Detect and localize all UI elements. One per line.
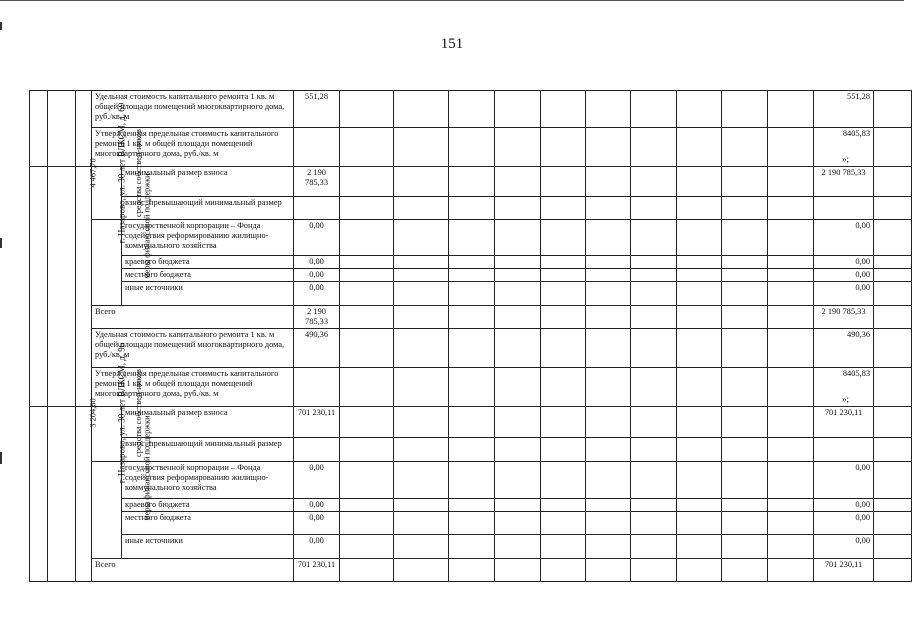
row-label: краевого бюджета [122,499,294,512]
total-cell: 0,00 [814,256,874,269]
support-label: меры финансовой поддержки [142,415,152,521]
value-cell: 0,00 [294,535,340,559]
scan-edge-top [0,0,904,1]
table-row [30,462,912,499]
row-label: местного бюджета [122,512,294,535]
area-text: 4 467,70 [88,158,98,188]
value-cell: 0,00 [294,499,340,512]
row-label: взнос, превышающий минимальный размер [122,438,294,462]
table-row [30,559,912,582]
support-label: меры финансовой поддержки [142,173,152,279]
table-row [30,128,912,167]
table-row [30,197,912,220]
row-label: местного бюджета [122,269,294,282]
value-cell: 490,36 [294,329,340,368]
value-cell: 701 230,11 [294,407,340,438]
value-cell: 2 190 785,33 [294,167,340,197]
value-cell: 0,00 [294,462,340,499]
row-label: минимальный размер взноса [122,407,294,438]
table-row [30,329,912,368]
owner-funds-label: средства собствен-ников [134,129,143,217]
value-cell: 2 190 785,33 [294,306,340,329]
area-text: 3 204,60 [88,398,98,428]
value-cell: 0,00 [294,220,340,256]
table-row [30,269,912,282]
table-row [30,256,912,269]
table-row [30,282,912,306]
value-cell: 551,28 [294,91,340,128]
total-cell: 2 190 785,33 [814,167,874,197]
value-cell: 0,00 [294,256,340,269]
scan-mark [0,22,2,30]
table-row [30,368,912,407]
total-cell: 490,36 [814,329,874,368]
scan-mark [0,238,2,248]
cell [30,407,48,582]
table-row [30,220,912,256]
value-cell: 0,00 [294,269,340,282]
table-row [30,438,912,462]
total-cell: 0,00 [814,220,874,256]
table-row [30,407,912,438]
row-label: иные источники [122,282,294,306]
address-text: г. Назарово, ул. 30 лет ВЛКСМ, д. 96 [116,342,127,484]
value-cell: 0,00 [294,512,340,535]
area-cell [76,398,98,582]
row-label: государственной корпорации – Фонда содействия реформированию жилищно-коммунального хозяйства [122,220,294,256]
cell [48,91,76,167]
value-cell: 701 230,11 [294,559,340,582]
closing-quote-mark: »; [842,394,850,404]
row-label: краевого бюджета [122,256,294,269]
row-label: Всего [92,559,294,582]
total-cell: 0,00 [814,499,874,512]
table-row [30,306,912,329]
row-label: минимальный размер взноса [122,167,294,197]
total-cell: 0,00 [814,462,874,499]
table-row [30,167,912,197]
limit-cell: 8405,83 [814,128,874,167]
address-text: г. Назарово, ул. 30 лет ВЛКСМ, д. 69 [116,102,127,244]
row-label: Всего [92,306,294,329]
limit-cell: 8405,83 [814,368,874,407]
repair-cost-table [29,90,912,582]
value-cell: 0,00 [294,282,340,306]
total-cell: 701 230,11 [814,407,874,438]
cell [30,91,48,167]
area-cell [76,158,98,407]
table-row [30,535,912,559]
table-row [30,512,912,535]
total-cell: 0,00 [814,512,874,535]
scan-mark [0,452,2,464]
total-cell: 551,28 [814,91,874,128]
row-label: иные источники [122,535,294,559]
cell [76,91,92,167]
row-label: государственной корпорации – Фонда содействия реформированию жилищно-коммунального хозяйства [122,462,294,499]
owner-funds-label: средства собствен-ников [134,369,143,457]
cell [30,167,48,407]
row-label: взнос, превышающий минимальный размер [122,197,294,220]
table-row [30,91,912,128]
table-row [30,499,912,512]
total-cell: 701 230,11 [814,559,874,582]
total-cell: 0,00 [814,282,874,306]
total-cell: 0,00 [814,269,874,282]
total-cell: 0,00 [814,535,874,559]
total-cell: 2 190 785,33 [814,306,874,329]
page-number: 151 [440,36,464,52]
row-label: Утвержденная предельная стоимость капитального ремонта 1 кв. м общей площади помещений многоквартирного дома, руб./кв. м [92,368,294,407]
row-label: Утвержденная предельная стоимость капитального ремонта 1 кв. м общей площади помещений многоквартирного дома, руб./кв. м [92,128,294,167]
row-label: Удельная стоимость капитального ремонта 1 кв. м общей площади помещений многоквартирного дома, руб./кв. м [92,329,294,368]
closing-quote-mark: »; [842,154,850,164]
row-label: Удельная стоимость капитального ремонта 1 кв. м общей площади помещений многоквартирного дома, руб./кв. м [92,91,294,128]
